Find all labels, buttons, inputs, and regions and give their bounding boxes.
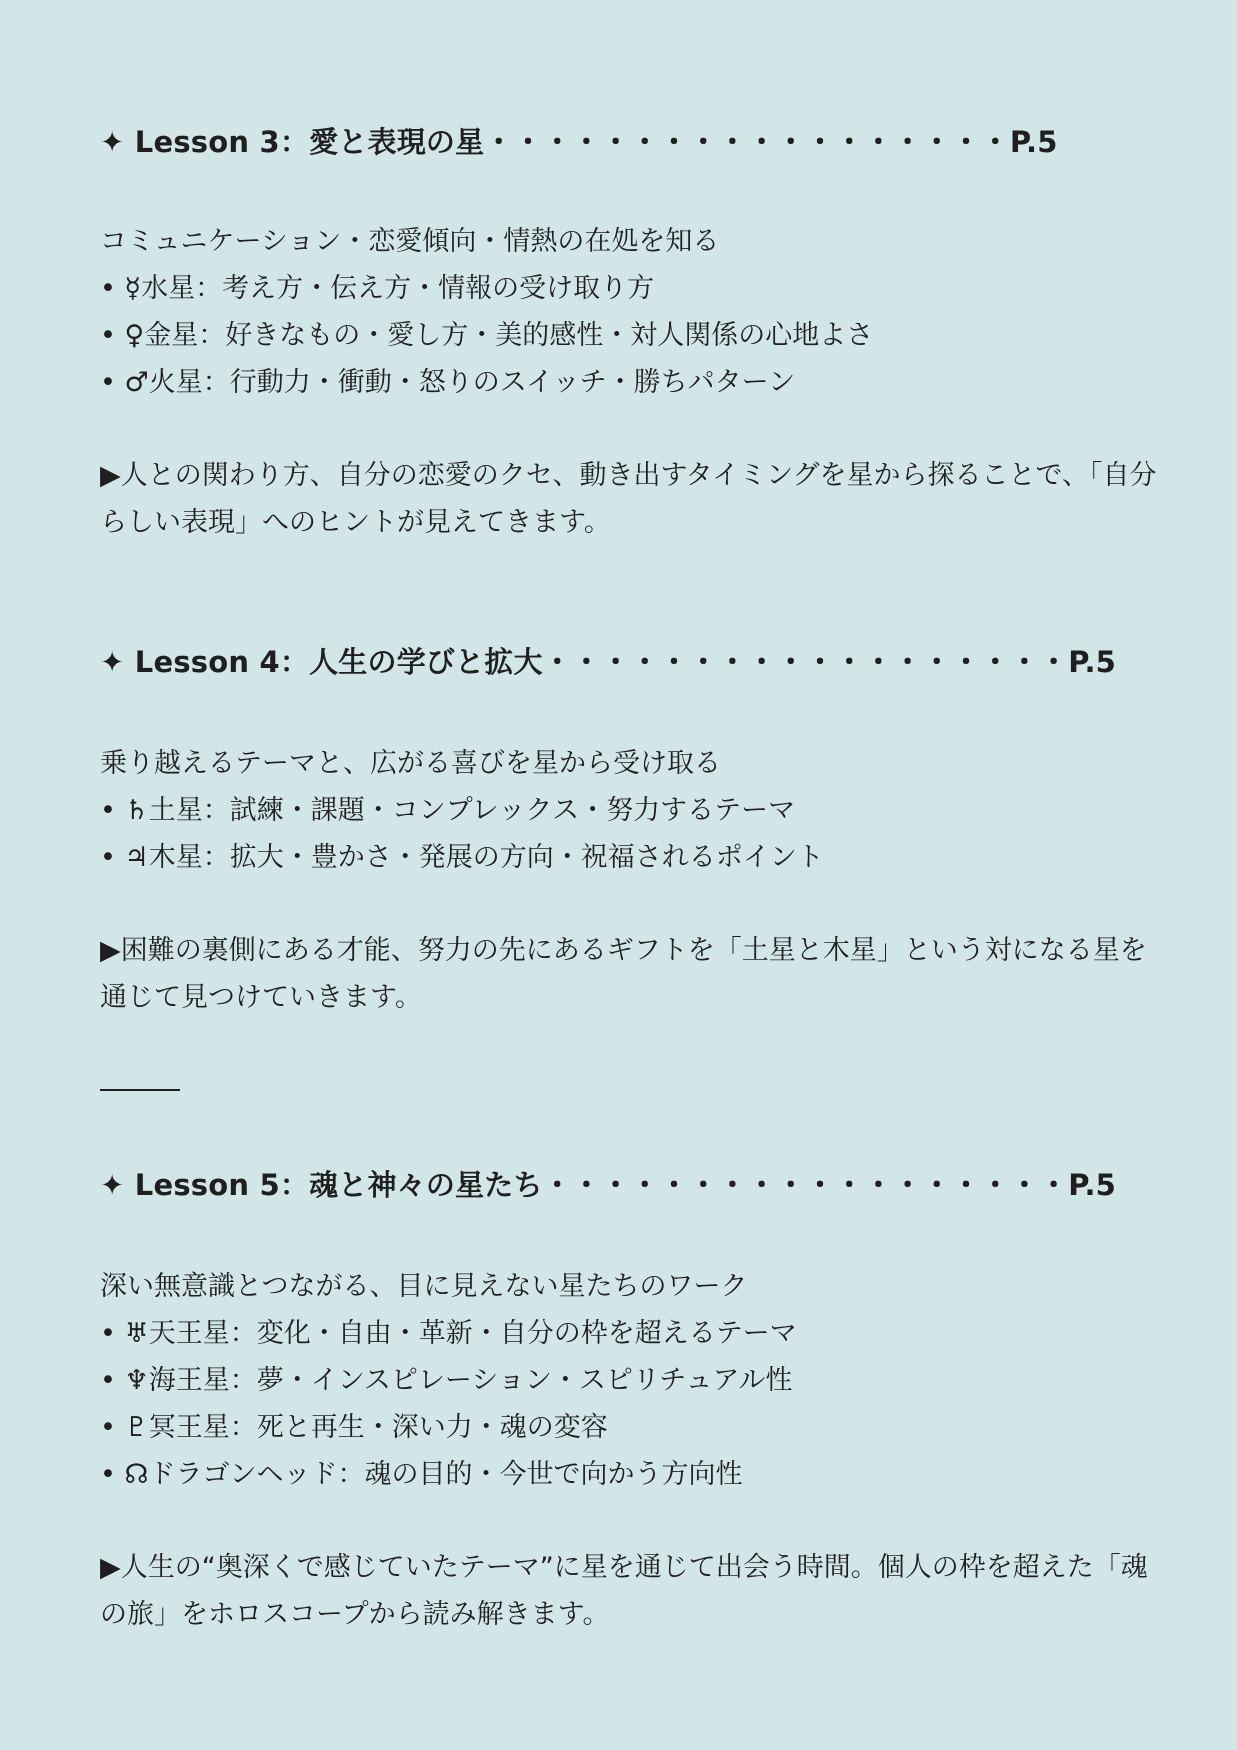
lesson-4-item-jupiter: • ♃木星：拡大・豊かさ・発展の方向・祝福されるポイント — [100, 842, 824, 873]
lesson-5-item-pluto: • ♇冥王星：死と再生・深い力・魂の変容 — [100, 1412, 608, 1443]
lesson-5-item-neptune: • ♆海王星：夢・インスピレーション・スピリチュアル性 — [100, 1365, 793, 1396]
lesson-3-summary: ▶人との関わり方、自分の恋愛のクセ、動き出すタイミングを星から探ることで、「自分らしい表現」へのヒントが見えてきます。 — [100, 460, 1157, 538]
lesson-4-item-saturn: • ♄土星：試練・課題・コンプレックス・努力するテーマ — [100, 795, 796, 826]
lesson-3-item-mars: • ♂火星：行動力・衝動・怒りのスイッチ・勝ちパターン — [100, 367, 796, 398]
lesson-3-item-mercury: • ☿水星：考え方・伝え方・情報の受け取り方 — [100, 273, 655, 304]
lesson-4-section — [100, 642, 1180, 1021]
lesson-3-heading[interactable]: ✦ Lesson 3：愛と表現の星・・・・・・・・・・・・・・・・・・P.5 — [100, 125, 1058, 159]
lesson-5-heading[interactable]: ✦ Lesson 5：魂と神々の星たち・・・・・・・・・・・・・・・・・・P.5 — [100, 1168, 1117, 1202]
lesson-5-section — [100, 1165, 1180, 1638]
lesson-3-item-venus: • ♀金星：好きなもの・愛し方・美的感性・対人関係の心地よさ — [100, 320, 874, 351]
lesson-5-item-uranus: • ♅天王星：変化・自由・革新・自分の枠を超えるテーマ — [100, 1318, 797, 1349]
lesson-5-summary: ▶人生の“奥深くで感じていたテーマ”に星を通じて出会う時間。個人の枠を超えた「魂の旅」をホロスコープから読み解きます。 — [100, 1552, 1148, 1630]
lesson-3-intro: コミュニケーション・恋愛傾向・情熱の在処を知る — [100, 226, 720, 257]
lesson-4-intro: 乗り越えるテーマと、広がる喜びを星から受け取る — [100, 748, 721, 779]
lesson-3-section — [100, 122, 1180, 546]
lesson-5-item-dragon-head: • ☊ドラゴンヘッド：魂の目的・今世で向かう方向性 — [100, 1459, 743, 1490]
lesson-5-intro: 深い無意識とつながる、目に見えない星たちのワーク — [100, 1271, 748, 1302]
section-divider — [100, 1089, 180, 1091]
lesson-4-heading[interactable]: ✦ Lesson 4：人生の学びと拡大・・・・・・・・・・・・・・・・・・P.5 — [100, 645, 1117, 679]
lesson-4-summary: ▶困難の裏側にある才能、努力の先にあるギフトを「土星と木星」という対になる星を通じて見つけていきます。 — [100, 935, 1147, 1013]
